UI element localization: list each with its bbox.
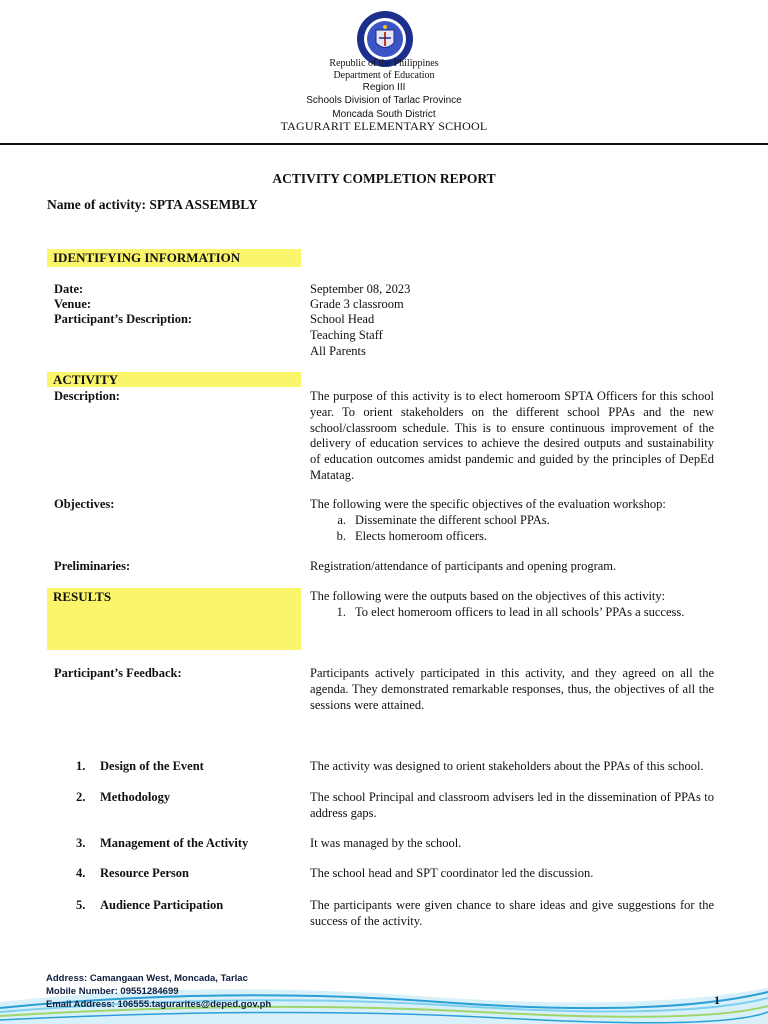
- evaluation-label: Management of the Activity: [100, 836, 249, 850]
- preliminaries-label: Preliminaries:: [54, 559, 131, 573]
- objective-item: [310, 529, 720, 545]
- evaluation-number: 3.: [76, 836, 86, 850]
- evaluation-label: Methodology: [100, 790, 171, 804]
- evaluation-label: Audience Participation: [100, 898, 224, 912]
- evaluation-number: 1.: [76, 759, 86, 773]
- footer-email: Email Address: 106555.tagurarites@deped.gov.ph: [46, 999, 272, 1010]
- objectives-intro: The following were the specific objectives of the evaluation workshop:: [310, 497, 666, 511]
- objectives-block: [310, 497, 720, 544]
- objective-marker: b.: [336, 528, 346, 543]
- objective-item: [310, 513, 720, 529]
- participant-item: Teaching Staff: [310, 327, 383, 342]
- preliminaries-text: Registration/attendance of participants and opening program.: [310, 559, 617, 573]
- evaluation-label: Design of the Event: [100, 759, 204, 773]
- description-label: Description:: [54, 389, 120, 403]
- header-divider: [0, 143, 768, 145]
- participant-item: All Parents: [310, 343, 366, 358]
- header-district: Moncada South District: [332, 109, 436, 120]
- header-department: Department of Education: [333, 70, 435, 81]
- venue-label: Venue:: [54, 297, 92, 311]
- evaluation-text: It was managed by the school.: [310, 836, 462, 850]
- activity-heading: ACTIVITY: [47, 372, 301, 387]
- venue-value: Grade 3 classroom: [310, 297, 404, 311]
- result-text: To elect homeroom officers to lead in all schools’ PPAs a success.: [355, 604, 685, 619]
- header-division: Schools Division of Tarlac Province: [306, 95, 462, 106]
- objectives-label: Objectives:: [54, 497, 115, 511]
- evaluation-text: The participants were given chance to share ideas and give suggestions for the success of the activity.: [310, 898, 714, 928]
- results-block: [310, 589, 720, 621]
- evaluation-number: 4.: [76, 866, 86, 880]
- header-region: Region III: [362, 82, 406, 93]
- participants-label: Participant’s Description:: [54, 312, 193, 326]
- footer-address: Address: Camangaan West, Moncada, Tarlac: [46, 973, 248, 984]
- evaluation-text: The school head and SPT coordinator led the discussion.: [310, 866, 594, 880]
- feedback-text: Participants actively participated in this activity, and they agreed on all the agenda. They demonstrated remarkable responses, thus, the objectives of all the sessions were attained.: [310, 666, 714, 712]
- result-item: [310, 605, 720, 621]
- identifying-information-heading: IDENTIFYING INFORMATION: [47, 249, 301, 267]
- footer-mobile: Mobile Number: 09551284699: [46, 986, 179, 997]
- header-school-name: TAGURARIT ELEMENTARY SCHOOL: [280, 119, 488, 133]
- evaluation-label: Resource Person: [100, 866, 189, 880]
- header-republic: Republic of the Philippines: [329, 58, 439, 69]
- description-text: The purpose of this activity is to elect homeroom SPTA Officers for this school year. To orient stakeholders on the different school PPAs and the new school/classroom schedule. This is to ensure continuous improvement of the delivery of education services to achieve the desired outputs and sustainability of education outcomes amidst pandemic and guided by the principles of DepEd Matatag.: [310, 389, 714, 482]
- participants-list: [310, 312, 383, 359]
- result-marker: 1.: [336, 604, 346, 619]
- objective-text: Disseminate the different school PPAs.: [355, 512, 550, 527]
- report-title: ACTIVITY COMPLETION REPORT: [272, 171, 496, 186]
- evaluation-text: The school Principal and classroom advisers led in the dissemination of PPAs to address gaps.: [310, 790, 714, 820]
- results-heading: RESULTS: [47, 588, 301, 650]
- date-label: Date:: [54, 282, 84, 296]
- results-intro: The following were the outputs based on the objectives of this activity:: [310, 589, 666, 603]
- feedback-label: Participant’s Feedback:: [54, 666, 182, 680]
- evaluation-number: 5.: [76, 898, 86, 912]
- objective-marker: a.: [337, 512, 346, 527]
- page-number: 1: [714, 993, 720, 1007]
- date-value: September 08, 2023: [310, 282, 411, 296]
- evaluation-text: The activity was designed to orient stakeholders about the PPAs of this school.: [310, 759, 704, 773]
- evaluation-number: 2.: [76, 790, 86, 804]
- objective-text: Elects homeroom officers.: [355, 528, 488, 543]
- activity-name: Name of activity: SPTA ASSEMBLY: [47, 197, 258, 212]
- participant-item: School Head: [310, 312, 375, 326]
